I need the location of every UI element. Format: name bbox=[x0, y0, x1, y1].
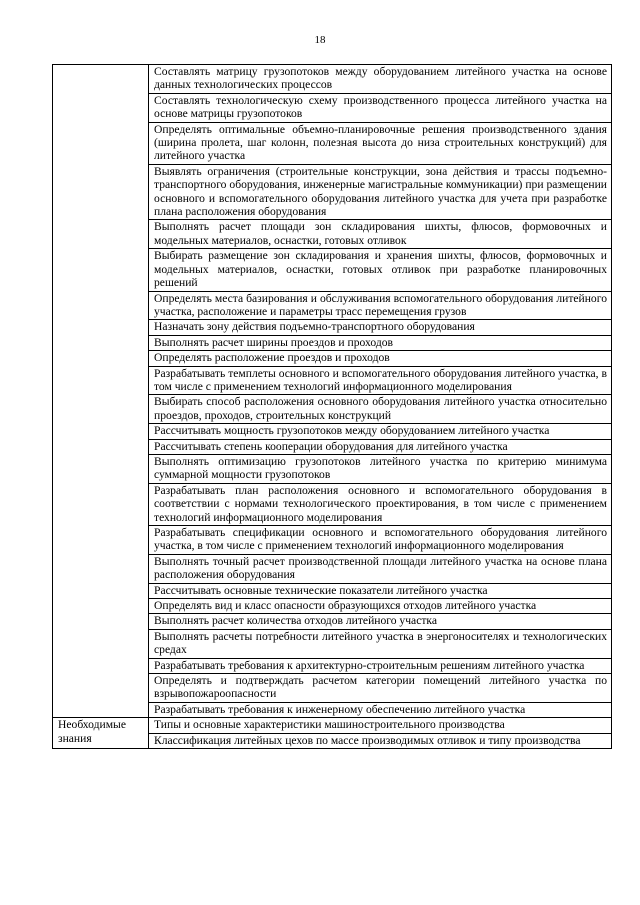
skill-cell: Выявлять ограничения (строительные конструкции, зона действия и трассы подъемно-транспортного оборудования, инженерные магистральные коммуникации) при размещении основного и вспомогательного оборудования литейного участка для учета при разработке плана расположения оборудования bbox=[149, 164, 612, 220]
skill-cell: Составлять технологическую схему производственного процесса литейного участка на основе матрицы грузопотоков bbox=[149, 93, 612, 122]
knowledge-cell: Типы и основные характеристики машиностроительного производства bbox=[149, 718, 612, 733]
row-label-cell bbox=[53, 65, 149, 718]
skill-cell: Определять и подтверждать расчетом категории помещений литейного участка по взрывопожароопасности bbox=[149, 674, 612, 703]
skill-cell: Выполнять расчет площади зон складирования шихты, флюсов, формовочных и модельных материалов, оснастки, готовых отливок bbox=[149, 220, 612, 249]
skill-cell: Выбирать размещение зон складирования и хранения шихты, флюсов, формовочных и модельных материалов, оснастки, готовых отливок при разработке планировочных решений bbox=[149, 249, 612, 291]
skill-cell: Разрабатывать требования к инженерному обеспечению литейного участка bbox=[149, 702, 612, 717]
skill-cell: Определять места базирования и обслуживания вспомогательного оборудования литейного участка, расположение и параметры трасс перемещения грузов bbox=[149, 291, 612, 320]
skill-cell: Разрабатывать спецификации основного и вспомогательного оборудования литейного участка, в том числе с применением технологий информационного моделирования bbox=[149, 526, 612, 555]
page-number: 18 bbox=[314, 34, 326, 46]
skills-table bbox=[52, 64, 612, 749]
skill-cell: Определять расположение проездов и проходов bbox=[149, 351, 612, 366]
skill-cell: Выполнять расчет ширины проездов и проходов bbox=[149, 335, 612, 350]
section-label-knowledge: Необходимые знания bbox=[53, 718, 149, 749]
skill-cell: Определять вид и класс опасности образующихся отходов литейного участка bbox=[149, 599, 612, 614]
table-row bbox=[53, 718, 612, 733]
skill-cell: Рассчитывать основные технические показатели литейного участка bbox=[149, 583, 612, 598]
skill-cell: Рассчитывать степень кооперации оборудования для литейного участка bbox=[149, 439, 612, 454]
knowledge-cell: Классификация литейных цехов по массе производимых отливок и типу производства bbox=[149, 733, 612, 748]
skill-cell: Выполнять расчет количества отходов литейного участка bbox=[149, 614, 612, 629]
skill-cell: Рассчитывать мощность грузопотоков между оборудованием литейного участка bbox=[149, 424, 612, 439]
skill-cell: Разрабатывать план расположения основного и вспомогательного оборудования в соответствии с нормами технологического проектирования, в том числе с применением технологий информационного моделирования bbox=[149, 483, 612, 525]
skill-cell: Выполнять расчеты потребности литейного участка в энергоносителях и технологических средах bbox=[149, 629, 612, 658]
skill-cell: Назначать зону действия подъемно-транспортного оборудования bbox=[149, 320, 612, 335]
skill-cell: Разрабатывать требования к архитектурно-строительным решениям литейного участка bbox=[149, 658, 612, 673]
skill-cell: Составлять матрицу грузопотоков между оборудованием литейного участка на основе данных технологических процессов bbox=[149, 65, 612, 94]
table-row bbox=[53, 65, 612, 94]
skill-cell: Выполнять точный расчет производственной площади литейного участка на основе плана расположения оборудования bbox=[149, 554, 612, 583]
skill-cell: Разрабатывать темплеты основного и вспомогательного оборудования литейного участка, в том числе с применением технологий информационного моделирования bbox=[149, 366, 612, 395]
skill-cell: Определять оптимальные объемно-планировочные решения производственного здания (ширина пролета, шаг колонн, полезная высота до низа строительных конструкций) для литейного участка bbox=[149, 122, 612, 164]
skill-cell: Выполнять оптимизацию грузопотоков литейного участка по критерию минимума суммарной мощности грузопотоков bbox=[149, 454, 612, 483]
skill-cell: Выбирать способ расположения основного оборудования литейного участка относительно проездов, проходов, строительных конструкций bbox=[149, 395, 612, 424]
